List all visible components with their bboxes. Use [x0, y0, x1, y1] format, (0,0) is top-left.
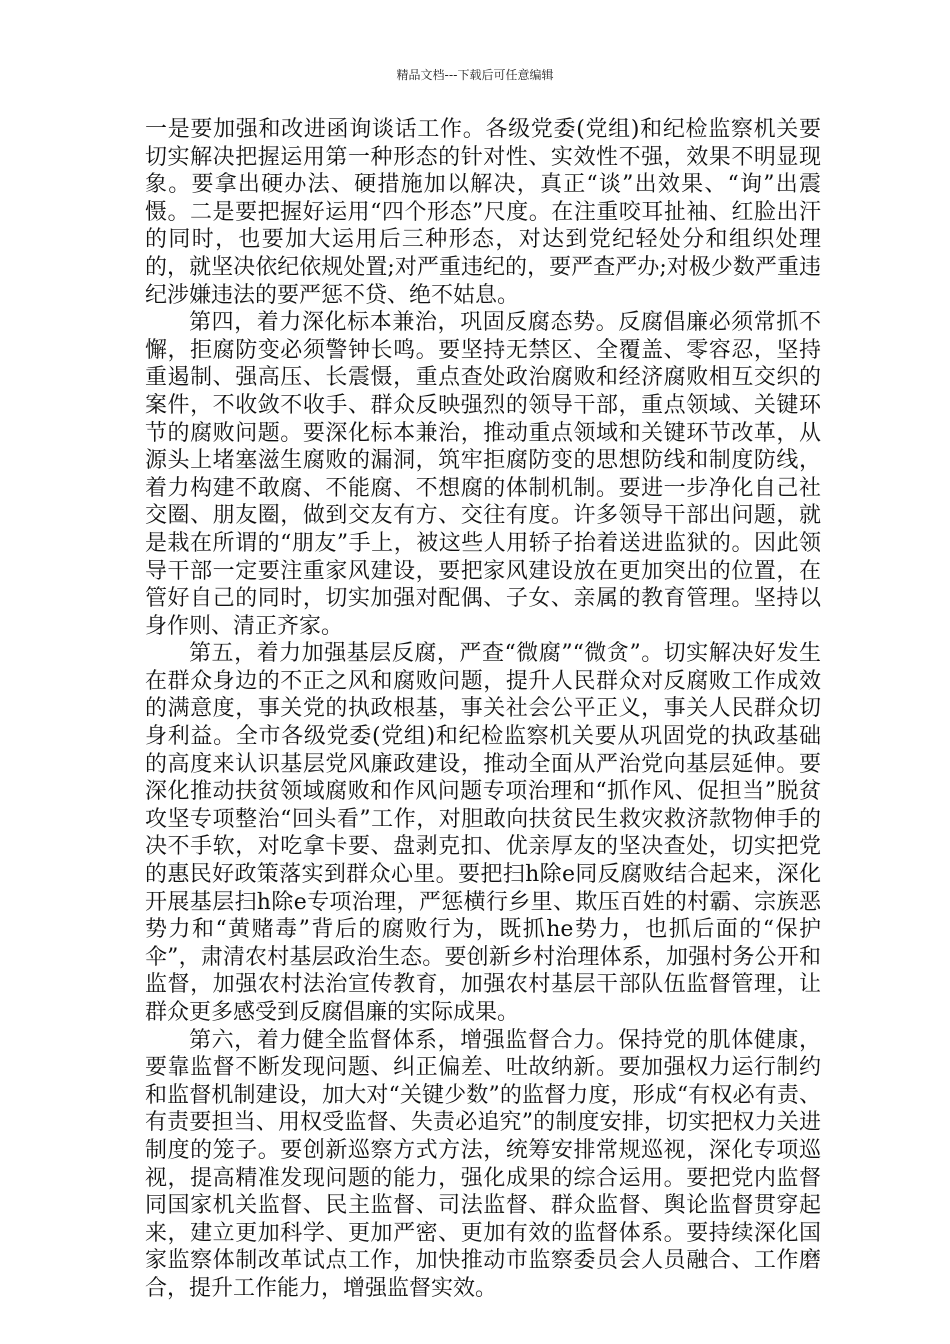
- document-body: [145, 116, 821, 1303]
- paragraph-3: 第五，着力加强基层反腐，严查“微腐”“微贪”。切实解决好发生在群众身边的不正之风和腐败问题，提升人民群众对反腐败工作成效的满意度，事关党的执政根基，事关社会公平正义，事关人民群众切身利益。全市各级党委(党组)和纪检监察机关要从巩固党的执政基础的高度来认识基层党风廉政建设，推动全面从严治党向基层延伸。要深化推动扶贫领域腐败和作风问题专项治理和“抓作风、促担当”脱贫攻坚专项整治“回头看”工作，对胆敢向扶贫民生救灾救济款物伸手的决不手软，对吃拿卡要、盘剥克扣、优亲厚友的坚决查处，切实把党的惠民好政策落实到群众心里。要把扫h除e同反腐败结合起来，深化开展基层扫h除e专项治理，严惩横行乡里、欺压百姓的村霸、宗族恶势力和“黄赌毒”背后的腐败行为，既抓he势力，也抓后面的“保护伞”，肃清农村基层政治生态。要创新乡村治理体系，加强村务公开和监督，加强农村法治宣传教育，加强农村基层干部队伍监督管理，让群众更多感受到反腐倡廉的实际成果。: [145, 641, 821, 1025]
- page-header: 精品文档---下载后可任意编辑: [396, 68, 554, 82]
- paragraph-2: 第四，着力深化标本兼治，巩固反腐态势。反腐倡廉必须常抓不懈，拒腐防变必须警钟长鸣。要坚持无禁区、全覆盖、零容忍，坚持重遏制、强高压、长震慑，重点查处政治腐败和经济腐败相互交织的案件，不收敛不收手、群众反映强烈的领导干部，重点领域、关键环节的腐败问题。要深化标本兼治，推动重点领域和关键环节改革，从源头上堵塞滋生腐败的漏洞，筑牢拒腐防变的思想防线和制度防线，着力构建不敢腐、不能腐、不想腐的体制机制。要进一步净化自己社交圈、朋友圈，做到交友有方、交往有度。许多领导干部出问题，就是栽在所谓的“朋友”手上，被这些人用轿子抬着送进监狱的。因此领导干部一定要注重家风建设，要把家风建设放在更加突出的位置，在管好自己的同时，切实加强对配偶、子女、亲属的教育管理。坚持以身作则、清正齐家。: [145, 310, 821, 639]
- paragraph-1: 一是要加强和改进函询谈话工作。各级党委(党组)和纪检监察机关要切实解决把握运用第一种形态的针对性、实效性不强，效果不明显现象。要拿出硬办法、硬措施加以解决，真正“谈”出效果、“询”出震慑。二是要把握好运用“四个形态”尺度。在注重咬耳扯袖、红脸出汗的同时，也要加大运用后三种形态，对达到党纪轻处分和组织处理的，就坚决依纪依规处置;对严重违纪的，要严查严办;对极少数严重违纪涉嫌违法的要严惩不贷、绝不姑息。: [145, 117, 821, 308]
- paragraph-4: 第六，着力健全监督体系，增强监督合力。保持党的肌体健康，要靠监督不断发现问题、纠正偏差、吐故纳新。要加强权力运行制约和监督机制建设，加大对“关键少数”的监督力度，形成“有权必有责、有责要担当、用权受监督、失责必追究”的制度安排，切实把权力关进制度的笼子。要创新巡察方式方法，统筹安排常规巡视，深化专项巡视，提高精准发现问题的能力，强化成果的综合运用。要把党内监督同国家机关监督、民主监督、司法监督、群众监督、舆论监督贯穿起来，建立更加科学、更加严密、更加有效的监督体系。要持续深化国家监察体制改革试点工作，加快推动市监察委员会人员融合、工作磨合，提升工作能力，增强监督实效。: [145, 1027, 821, 1301]
